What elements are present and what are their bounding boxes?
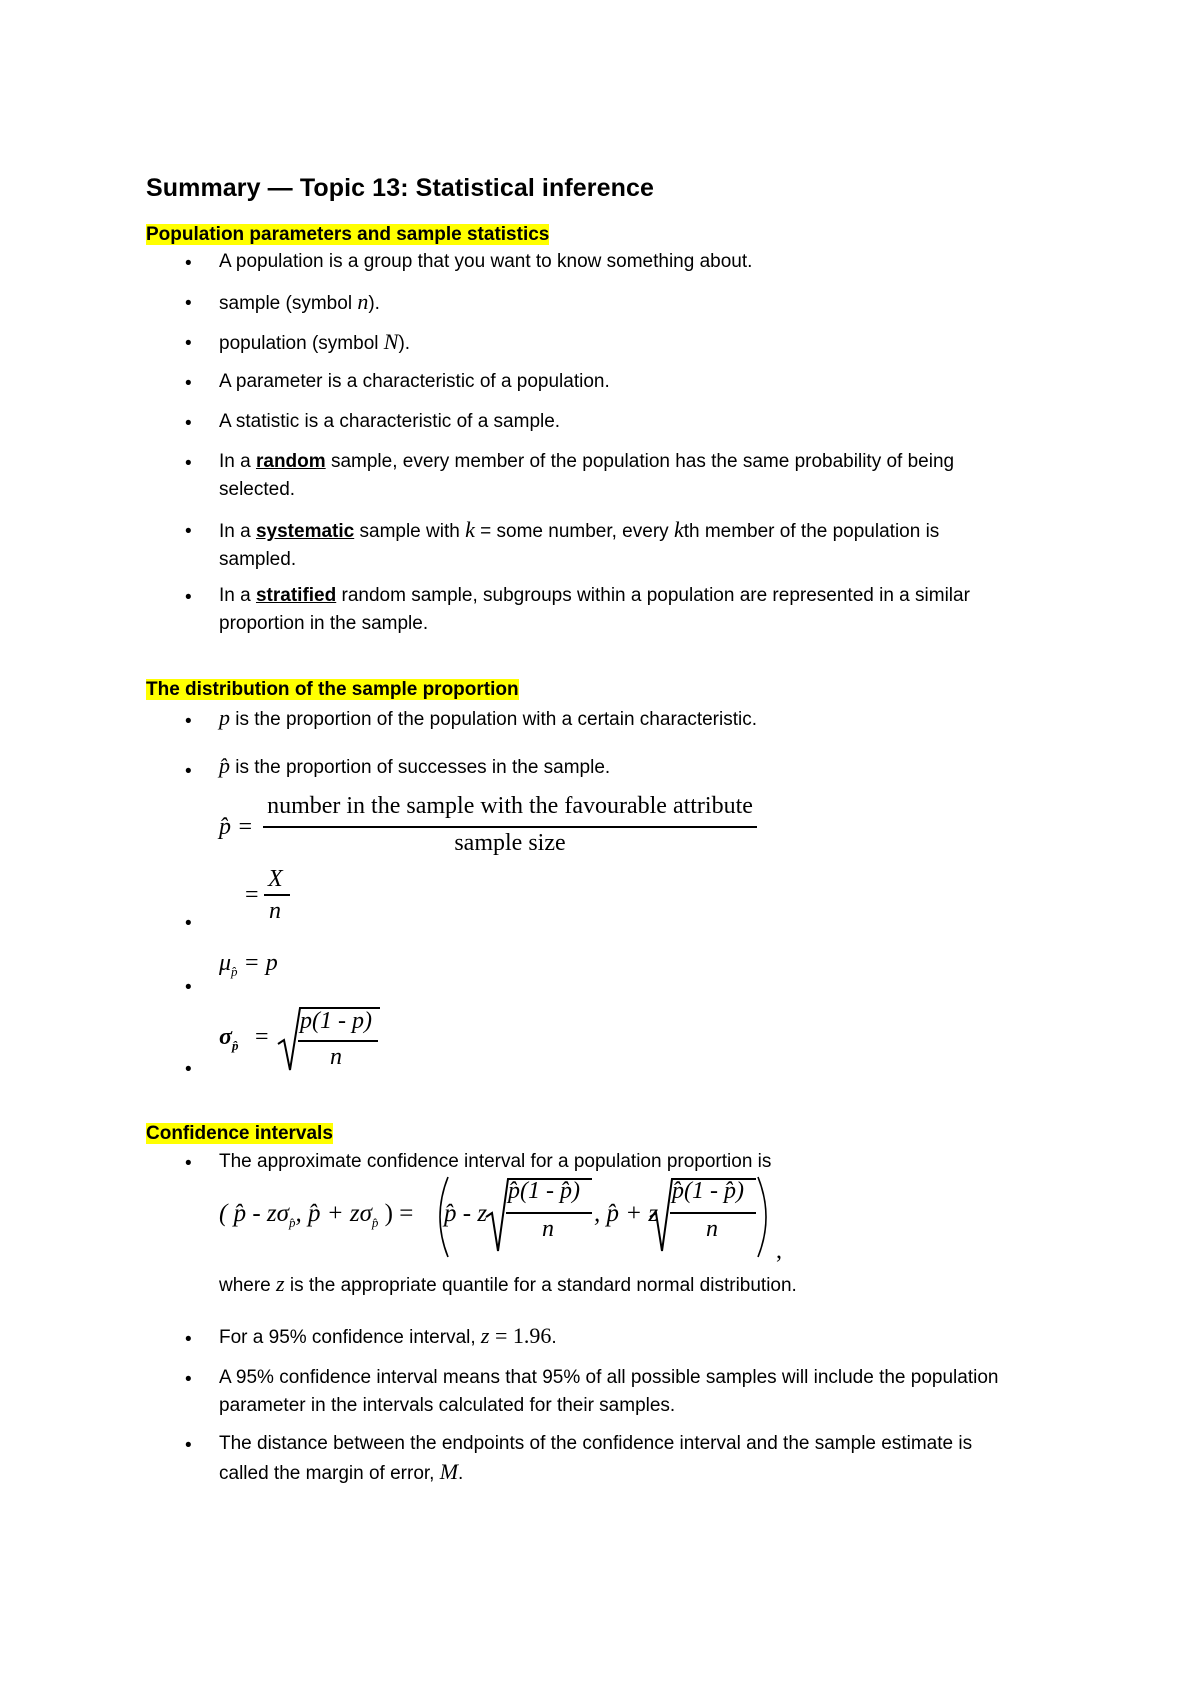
bullet: • [185,913,192,934]
fraction-bar [670,1212,756,1214]
list-item-continuation: where z is the appropriate quantile for a standard normal distribution. [219,1271,797,1296]
fraction-bar [263,826,757,828]
right-paren-icon [754,1175,778,1260]
list-item: For a 95% confidence interval, z = 1.96. [219,1323,557,1348]
bullet: • [185,521,192,542]
bullet: • [185,413,192,434]
ci-formula-denominator-1: n [542,1216,554,1242]
list-item: p is the proportion of the population with a certain characteristic. [219,705,758,730]
formula-sigma-numerator: p(1 - p) [300,1008,372,1034]
ci-formula-denominator-2: n [706,1216,718,1242]
list-item: A 95% confidence interval means that 95% of all possible samples will include the population parameter in the intervals calculated for their samples. [219,1367,999,1416]
list-item: sample (symbol n). [219,289,380,314]
bullet: • [185,1329,192,1350]
bullet: • [185,453,192,474]
formula-sigma: $\sigma_{p̂}$ [219,1024,239,1053]
list-item: population (symbol N). [219,329,411,354]
bullet: • [185,333,192,354]
formula-xn-numerator: X [268,866,283,892]
bullet: • [185,1153,192,1174]
bullet: • [185,761,192,782]
formula-sigma-denominator: n [330,1044,342,1070]
formula-xn-denominator: n [269,898,281,924]
bullet: • [185,711,192,732]
formula-mu: $\mu_{p̂} = p$ [219,950,278,979]
list-item: The approximate confidence interval for a population proportion is [219,1151,772,1172]
ci-formula-a: p̂ - z [444,1200,488,1227]
formula-sigma-eq: = [255,1024,269,1050]
list-item: In a systematic sample with k = some number, every kth member of the population is sampled. [219,517,940,570]
formula-phat-denominator: sample size [454,830,566,856]
bullet: • [185,253,192,274]
ci-formula-comma: , [776,1238,782,1264]
list-item: A population is a group that you want to know something about. [219,251,753,272]
bullet: • [185,1059,192,1080]
ci-formula-b: , p̂ + z [594,1200,659,1227]
ci-formula-numerator-2: p̂(1 - p̂) [672,1178,744,1204]
list-item: In a random sample, every member of the population has the same probability of being selected. [219,451,955,500]
list-item: A parameter is a characteristic of a population. [219,371,610,392]
bullet: • [185,587,192,608]
fraction-bar [264,894,290,896]
formula-phat-numerator: number in the sample with the favourable attribute [267,793,753,819]
ci-formula-left: ( p̂ - $z\sigma_{p̂}$, p̂ + $z\sigma_{p̂}$ ) = [219,1200,414,1230]
list-item: p̂ is the proportion of successes in the sample. [219,753,611,778]
page-title: Summary — Topic 13: Statistical inference [146,174,654,202]
bullet: • [185,1369,192,1390]
formula-xn-eq: = [245,882,259,908]
list-item: The distance between the endpoints of the confidence interval and the sample estimate is called the margin of error, M. [219,1433,973,1484]
formula-phat-lhs: p̂ = [219,814,254,840]
list-item: A statistic is a characteristic of a sample. [219,411,561,432]
section-heading-distribution: The distribution of the sample proportion [146,679,519,700]
bullet: • [185,977,192,998]
bullet: • [185,293,192,314]
section-heading-population: Population parameters and sample statistics [146,224,550,245]
section-heading-confidence: Confidence intervals [146,1123,333,1144]
fraction-bar [506,1212,592,1214]
fraction-bar [298,1040,378,1042]
bullet: • [185,373,192,394]
ci-formula-numerator-1: p̂(1 - p̂) [508,1178,580,1204]
bullet: • [185,1435,192,1456]
list-item: In a stratified random sample, subgroups within a population are represented in a similar proportion in the sample. [219,585,970,634]
